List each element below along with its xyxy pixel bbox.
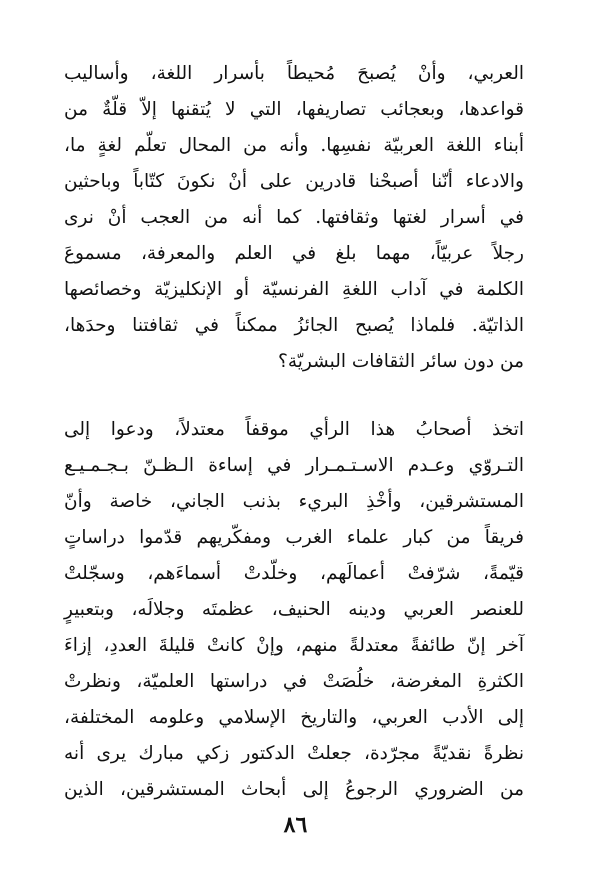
text-line: من الضروري الرجوعُ إلى أبحاث المستشرقين، الذين xyxy=(64,779,524,800)
text-line: الكثرةِ المغرضة، خلُصَتْ في دراستها العلميّة، ونظرتْ xyxy=(64,671,524,692)
page-number: ٨٦ xyxy=(283,812,308,838)
text-line: للعنصر العربي ودينه الحنيف، عظمتَه وجلالَه، وبتعبيرٍ xyxy=(64,599,524,620)
text-line: فريقاً من كبار علماء الغرب ومفكّريهم قدّموا دراساتٍ xyxy=(64,527,524,548)
text-line: إلى الأدب العربي، والتاريخ الإسلامي وعلومه المختلفة، xyxy=(64,707,524,728)
text-line: رجلاً عربيّاً، مهما بلغ في العلم والمعرفة، مسموعَ xyxy=(64,243,524,264)
text-line: من دون سائر الثقافات البشريّة؟ xyxy=(278,351,524,372)
text-line: والادعاء أنّنا أصبحْنا قادرين على أنْ نكونَ كتّاباً وباحثين xyxy=(64,171,524,192)
text-line: قيّمةً، شرّفتْ أعمالَهم، وخلّدتْ أسماءَهم، وسجّلتْ xyxy=(64,563,524,584)
text-line: أبناء اللغة العربيّة نفسِها. وأنه من المحال تعلّم لغةٍ ما، xyxy=(64,135,524,156)
text-line: الذاتيّة. فلماذا يُصبح الجائزُ ممكناً في ثقافتنا وحدَها، xyxy=(64,315,524,336)
text-line: التـروّي وعـدم الاسـتـمـرار في إساءة الـظـنّ بـجـمـيـع xyxy=(64,455,524,476)
text-line: نظرةً نقديّةً مجرّدة، جعلتْ الدكتور زكي مبارك يرى أنه xyxy=(64,743,524,764)
paragraph-1 xyxy=(64,56,524,380)
text-line: اتخذ أصحابُ هذا الرأي موقفاً معتدلاً، ودعوا إلى xyxy=(64,419,524,440)
text-line: آخر إنّ طائفةً معتدلةً منهم، وإنْ كانتْ قليلةَ العددِ، إزاءَ xyxy=(64,635,524,656)
text-line: الكلمة في آداب اللغةِ الفرنسيّة أو الإنكليزيّة وخصائصها xyxy=(64,279,524,300)
text-line: قواعدها، وبعجائب تصاريفها، التي لا يُتقنها إلاّ قلّةٌ من xyxy=(64,99,524,120)
text-line: العربي، وأنْ يُصبحَ مُحيطاً بأسرار اللغة، وأساليب xyxy=(64,63,524,84)
paragraph-2 xyxy=(64,412,524,808)
text-line: في أسرار لغتها وثقافتها. كما أنه من العجب أنْ نرى xyxy=(64,207,524,228)
text-line: المستشرقين، وأخْذِ البريء بذنب الجاني، خاصة وأنّ xyxy=(64,491,524,512)
